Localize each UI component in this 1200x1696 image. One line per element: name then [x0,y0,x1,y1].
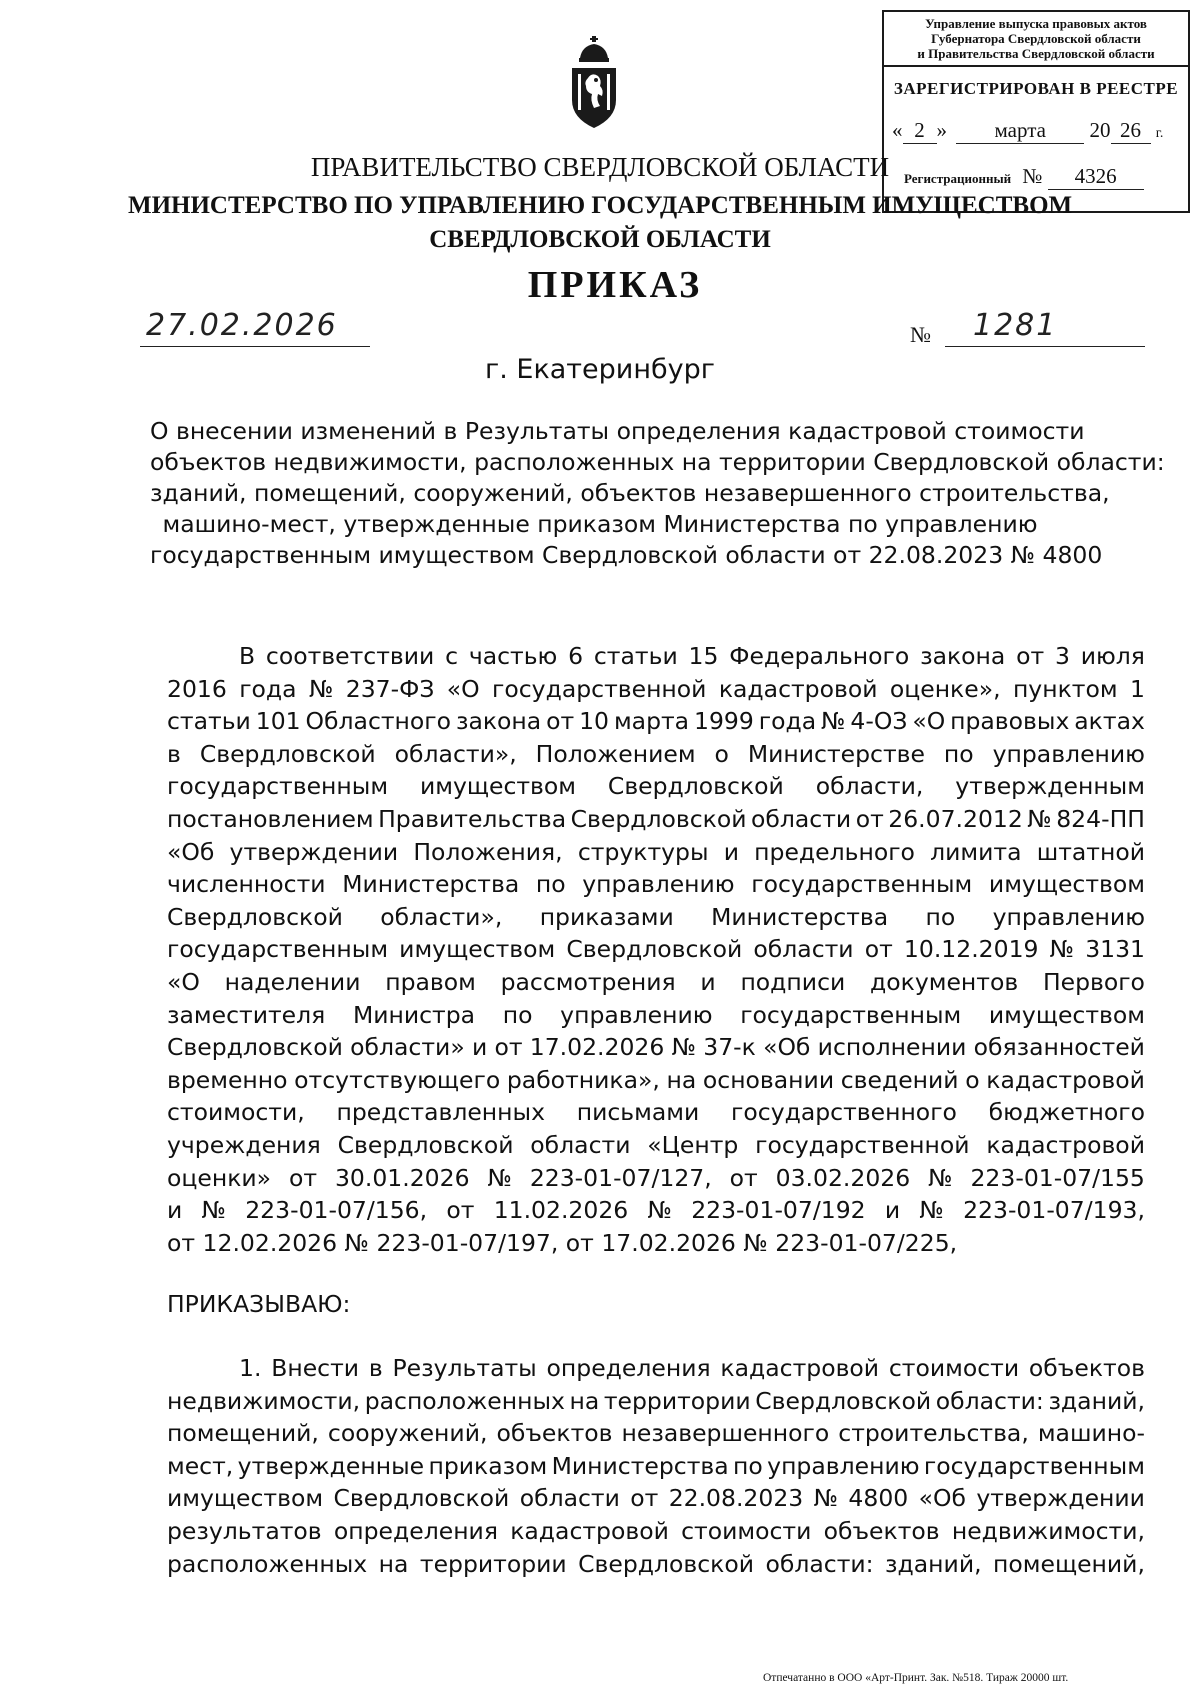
text-line: постановлением Правительства Свердловской области от 26.07.2012 № 824-ПП [167,804,1145,833]
text-line: государственным имуществом Свердловской области, утвержденным [167,772,1145,801]
text-line: оценки» от 30.01.2026 № 223-01-07/127, от 03.02.2026 № 223-01-07/155 [167,1163,1145,1192]
text-line: 1. Внести в Результаты определения кадастровой стоимости объектов [239,1354,1145,1382]
text-line: и № 223-01-07/156, от 11.02.2026 № 223-01-07/192 и № 223-01-07/193, [167,1196,1145,1225]
ministry-name-line1: МИНИСТЕРСТВО ПО УПРАВЛЕНИЮ ГОСУДАРСТВЕННЫМ ИМУЩЕСТВОМ [128,192,1073,219]
text-line: 2016 года № 237-ФЗ «О государственной кадастровой оценке», пунктом 1 [167,674,1145,703]
order-number-handwritten: 1281 [973,308,1058,343]
text-line: помещений, сооружений, объектов незавершенного строительства, машино- [167,1419,1145,1448]
text-line: имуществом Свердловской области от 22.08.2023 № 4800 «Об утверждении [167,1484,1145,1513]
order-number-field [945,306,1145,347]
text-line: в Свердловской области», Положением о Министерстве по управлению [167,739,1145,768]
stamp-date-row: « 2 » марта 20 26 г. [892,118,1164,142]
text-line: численности Министерства по управлению государственным имуществом [167,870,1145,899]
coat-of-arms-emblem [566,34,622,130]
stamp-year-suffix: 26 [1111,118,1151,144]
document-type-title: ПРИКАЗ [527,264,703,306]
text-line: статьи 101 Областного закона от 10 марта 1999 года № 4-ОЗ «О правовых актах [167,707,1145,736]
order-title: О внесении изменений в Результаты определения кадастровой стоимости объектов недвижимости, расположенных на территории Свердловской области: зданий, помещений, сооружений, объектов незавершенного строительства, машино-мест, утвержденные приказом Министерства по управлению государственным имуществом Свердловской области от 22.08.2023 № 4800 [150,417,1165,569]
government-name: ПРАВИТЕЛЬСТВО СВЕРДЛОВСКОЙ ОБЛАСТИ [310,152,890,182]
text-line: стоимости, представленных письмами государственного бюджетного [167,1098,1145,1127]
text-line: временно отсутствующего работника», на основании сведений о кадастровой [167,1065,1145,1094]
text-line: В соответствии с частью 6 статьи 15 Федерального закона от 3 июля [239,642,1145,670]
print-footer: Отпечатанно в ООО «Арт-Принт. Зак. №518. Тираж 20000 шт. [763,1672,1069,1684]
text-line: недвижимости, расположенных на территории Свердловской области: зданий, [167,1386,1145,1415]
stamp-header: Управление выпуска правовых актов Губернатора Свердловской области и Правительства Свердловской области [884,12,1188,67]
text-line: учреждения Свердловской области «Центр государственной кадастровой [167,1130,1145,1159]
text-line: государственным имуществом Свердловской области от 10.12.2019 № 3131 [167,935,1145,964]
stamp-reg-number-row: Регистрационный № 4326 [904,164,1144,190]
stamp-day: 2 [903,118,937,144]
city-label: г. Екатеринбург [485,354,715,385]
text-line: расположенных на территории Свердловской области: зданий, помещений, [167,1549,1145,1578]
stamp-registered-label: ЗАРЕГИСТРИРОВАН В РЕЕСТРЕ [893,79,1179,98]
stamp-reg-number: 4326 [1048,164,1144,190]
stamp-year-prefix: 20 [1089,118,1111,142]
ministry-name-line2: СВЕРДЛОВСКОЙ ОБЛАСТИ [429,226,771,253]
stamp-reg-label: Регистрационный [904,171,1012,186]
text-line: мест, утвержденные приказом Министерства по управлению государственным [167,1451,1145,1480]
item-1-paragraph [167,1352,1145,1580]
text-line: от 12.02.2026 № 223-01-07/197, от 17.02.2026 № 223-01-07/225, [167,1228,958,1257]
order-word: ПРИКАЗЫВАЮ: [167,1290,351,1318]
preamble-paragraph [167,640,1145,1259]
order-date-field [140,306,370,347]
text-line: заместителя Министра по управлению государственным имуществом [167,1000,1145,1029]
text-line: Свердловской области» и от 17.02.2026 № 37-к «Об исполнении обязанностей [167,1033,1145,1062]
text-line: результатов определения кадастровой стоимости объектов недвижимости, [167,1516,1145,1545]
order-date-handwritten: 27.02.2026 [146,308,338,343]
text-line: Свердловской области», приказами Министерства по управлению [167,902,1145,931]
stamp-month: марта [956,118,1084,144]
stamp-year-unit: г. [1155,126,1164,141]
order-number-sign: № [910,322,931,347]
text-line: «Об утверждении Положения, структуры и предельного лимита штатной [167,837,1145,866]
text-line: «О наделении правом рассмотрения и подписи документов Первого [167,967,1145,996]
